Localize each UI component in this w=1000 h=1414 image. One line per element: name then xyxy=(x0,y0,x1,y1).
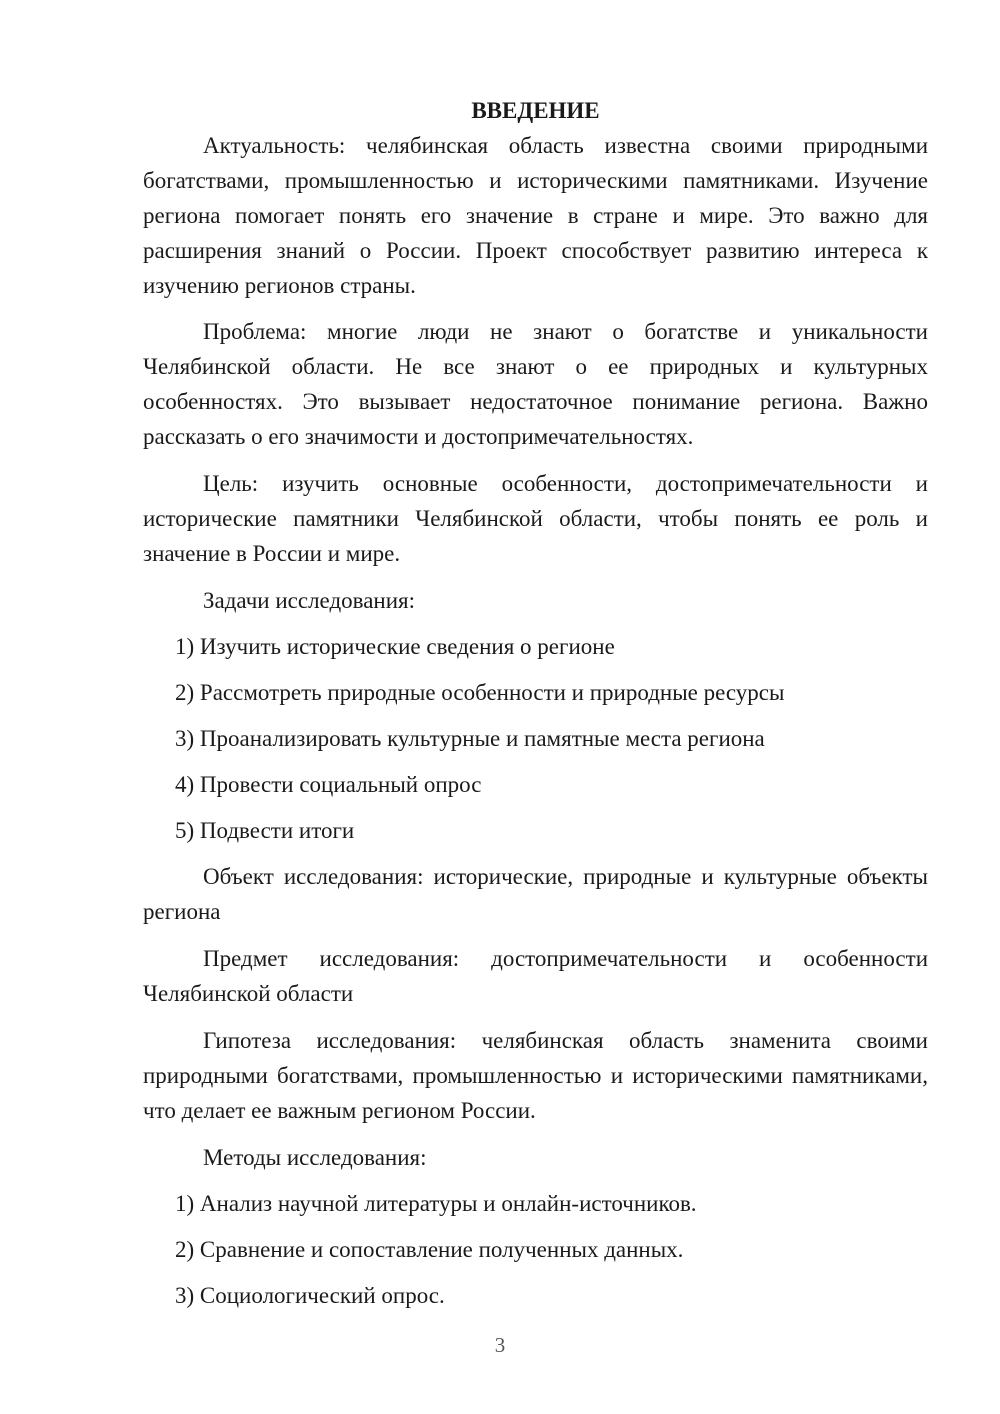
list-item: 2) Рассмотреть природные особенности и природные ресурсы xyxy=(175,680,785,705)
problem-paragraph: Проблема: многие люди не знают о богатстве и уникальности Челябинской области. Не все знают о ее природных и культурных особенностях. Это вызывает недостаточное понимание региона. Важно рассказать о его значимости и достопримечательностях. xyxy=(143,319,928,449)
page-title: ВВЕДЕНИЕ xyxy=(471,98,600,123)
list-item: 4) Провести социальный опрос xyxy=(175,772,482,797)
methods-heading: Методы исследования: xyxy=(203,1145,427,1170)
relevance-paragraph: Актуальность: челябинская область известна своими природными богатствами, промышленностью и историческими памятниками. Изучение региона помогает понять его значение в стране и мире. Это важно для расширения знаний о России. Проект способствует развитию интереса к изучению регионов страны. xyxy=(143,133,928,298)
list-item: 5) Подвести итоги xyxy=(175,818,355,843)
list-item: 2) Сравнение и сопоставление полученных данных. xyxy=(175,1237,684,1262)
tasks-heading: Задачи исследования: xyxy=(203,588,416,613)
page-number: 3 xyxy=(494,1333,506,1357)
list-item: 1) Изучить исторические сведения о регионе xyxy=(175,634,615,659)
hypothesis-paragraph: Гипотеза исследования: челябинская область знаменита своими природными богатствами, промышленностью и историческими памятниками, что делает ее важным регионом России. xyxy=(143,1028,928,1123)
methods-list xyxy=(143,1186,928,1313)
list-item: 3) Проанализировать культурные и памятные места региона xyxy=(175,726,765,751)
goal-paragraph: Цель: изучить основные особенности, достопримечательности и исторические памятники Челябинской области, чтобы понять ее роль и значение в России и мире. xyxy=(143,471,928,566)
object-paragraph: Объект исследования: исторические, природные и культурные объекты региона xyxy=(143,864,928,924)
subject-paragraph: Предмет исследования: достопримечательности и особенности Челябинской области xyxy=(143,946,928,1006)
list-item: 1) Анализ научной литературы и онлайн-источников. xyxy=(175,1191,697,1216)
list-item: 3) Социологический опрос. xyxy=(175,1283,445,1308)
tasks-list xyxy=(143,629,928,848)
document-body xyxy=(143,93,928,1313)
